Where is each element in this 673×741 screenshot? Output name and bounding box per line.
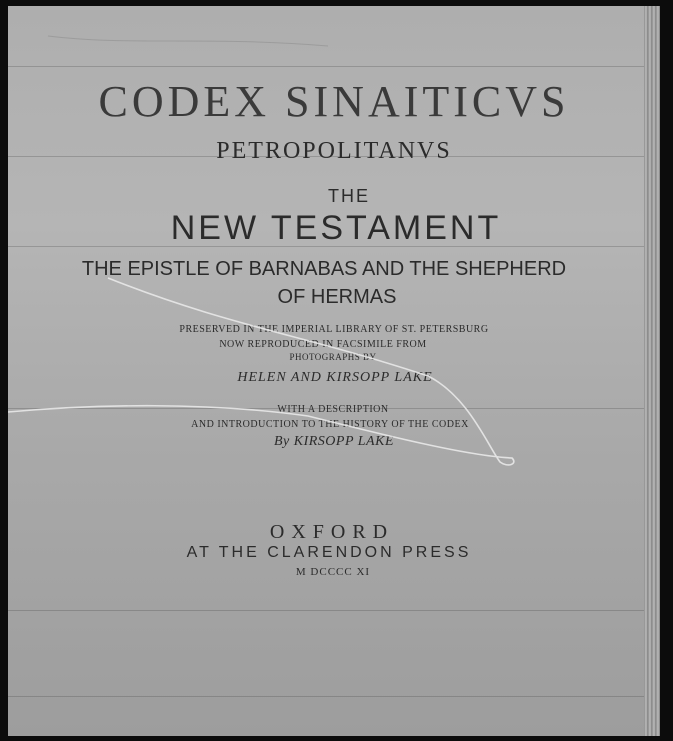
epistle-line: THE EPISTLE OF BARNABAS AND THE SHEPHERD (81, 258, 567, 280)
faint-rule (8, 610, 644, 611)
publisher-line: AT THE CLARENDON PRESS (186, 544, 472, 561)
reproduced-line: NOW REPRODUCED IN FACSIMILE FROM (219, 339, 427, 350)
year-line: M DCCCC XI (295, 566, 371, 578)
the-label: THE (328, 186, 370, 206)
hermas-line: OF HERMAS (277, 286, 397, 308)
faint-rule (8, 66, 644, 67)
photographs-line: PHOTOGRAPHS BY (289, 352, 377, 362)
description-line: WITH A DESCRIPTION (277, 404, 389, 415)
place-line: OXFORD (269, 521, 395, 543)
introduction-line: AND INTRODUCTION TO THE HISTORY OF THE CODEX (191, 419, 469, 430)
preserved-line: PRESERVED IN THE IMPERIAL LIBRARY OF ST. PETERSBURG (179, 324, 489, 335)
author-line: By KIRSOPP LAKE (273, 434, 394, 449)
title-page (8, 6, 660, 736)
book-subtitle: PETROPOLITANVS (216, 138, 452, 164)
new-testament-heading: NEW TESTAMENT (170, 209, 502, 247)
faint-rule (8, 696, 644, 697)
photographers-line: HELEN AND KIRSOPP LAKE (237, 370, 433, 385)
book-title: CODEX SINAITICVS (98, 77, 570, 126)
